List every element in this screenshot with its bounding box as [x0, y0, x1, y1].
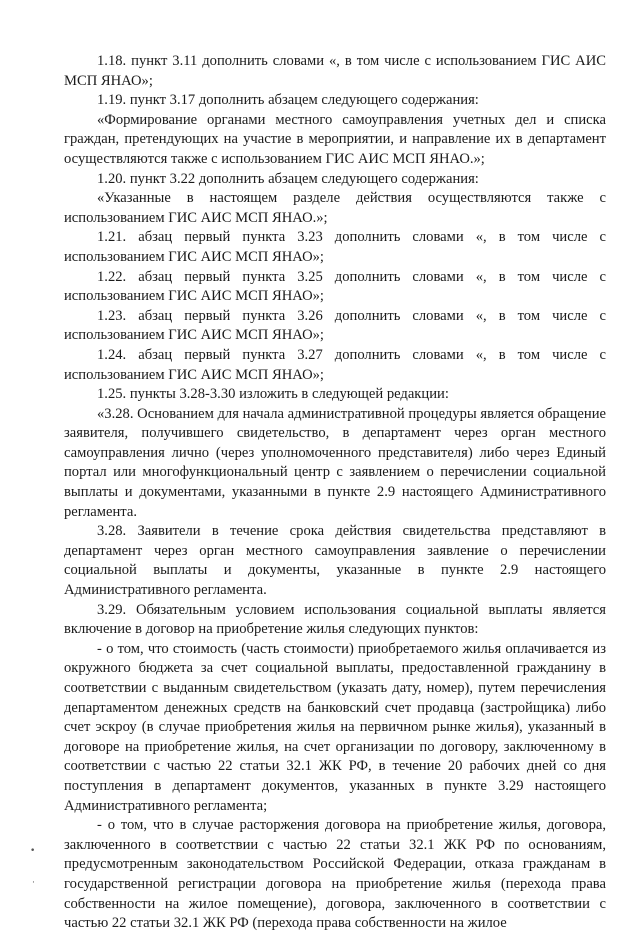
paragraph-1-22: 1.22. абзац первый пункта 3.25 дополнить словами «, в том числе с использованием ГИС АИС МСП ЯНАО»; — [64, 268, 606, 305]
paragraph-1-20: 1.20. пункт 3.22 дополнить абзацем следующего содержания: — [97, 170, 479, 187]
paragraph-1-25: 1.25. пункты 3.28-3.30 изложить в следующей редакции: — [97, 386, 449, 403]
paragraph-1-18: 1.18. пункт 3.11 дополнить словами «, в том числе с использованием ГИС АИС МСП ЯНАО»; — [64, 53, 606, 89]
paragraph-3-28-first: «3.28. Основанием для начала административной процедуры является обращение заявителя, получившего свидетельство, в департамент через орган местного самоуправления лично (через уполномоченного представителя) либо через Единый портал или многофункциональный центр с заявлением о перечислении социальной выплаты и документами, указанными в пункте 2.9 настоящего Административного регламента. — [64, 405, 606, 520]
paragraph-3-29-item-1: - о том, что стоимость (часть стоимости) приобретаемого жилья оплачивается из окружного бюджета за счет социальной выплаты, предоставленной гражданину в соответствии с выданным свидетельством (указать дату, номер), путем перечисления департаментом денежных средств на банковский счет продавца (застройщика) либо счет эскроу (в случае приобретения жилья на первичном рынке жилья), указанный в договоре на приобретение жилья, на счет организации по договору, заключенному в соответствии с частью 22 статьи 32.1 ЖК РФ, в течение 20 рабочих дней со дня поступления в департамент документов, указанных в пункте 3.29 настоящего Административного регламента; — [64, 640, 606, 814]
paragraph-3-29-item-2: - о том, что в случае расторжения договора на приобретение жилья, договора, заключенного в соответствии с частью 22 статьи 32.1 ЖК РФ по основаниям, предусмотренным законодательством Российской Федерации, отказа гражданам в государственной регистрации договора на приобретение жилья (перехода права собственности на жилое помещение), договора, заключенного в соответствии с частью 22 статьи 32.1 ЖК РФ (перехода права собственности на жилое — [64, 817, 606, 932]
paragraph-1-24: 1.24. абзац первый пункта 3.27 дополнить словами «, в том числе с использованием ГИС АИС МСП ЯНАО»; — [64, 346, 606, 383]
scan-speck: • — [30, 846, 36, 856]
paragraph-1-19-quote: «Формирование органами местного самоуправления учетных дел и списка граждан, претендующих на участие в мероприятии, и направление их в департамент осуществляются также с использованием ГИС АИС МСП ЯНАО.»; — [64, 111, 606, 167]
document-page — [64, 52, 606, 934]
paragraph-1-19: 1.19. пункт 3.17 дополнить абзацем следующего содержания: — [97, 92, 479, 109]
paragraph-1-21: 1.21. абзац первый пункта 3.23 дополнить словами «, в том числе с использованием ГИС АИС МСП ЯНАО»; — [64, 229, 606, 265]
paragraph-1-23: 1.23. абзац первый пункта 3.26 дополнить словами «, в том числе с использованием ГИС АИС МСП ЯНАО»; — [64, 307, 606, 344]
paragraph-1-20-quote: «Указанные в настоящем разделе действия осуществляются также с использованием ГИС АИС МСП ЯНАО.»; — [64, 190, 606, 226]
paragraph-3-29: 3.29. Обязательным условием использования социальной выплаты является включение в договор на приобретение жилья следующих пунктов: — [64, 601, 606, 638]
paragraph-3-28-second: 3.28. Заявители в течение срока действия свидетельства представляют в департамент через орган местного самоуправления заявление о перечислении социальной выплаты и документы, указанные в пункте 2.9 настоящего Административного регламента. — [64, 523, 606, 599]
scan-speck: · — [32, 878, 35, 888]
